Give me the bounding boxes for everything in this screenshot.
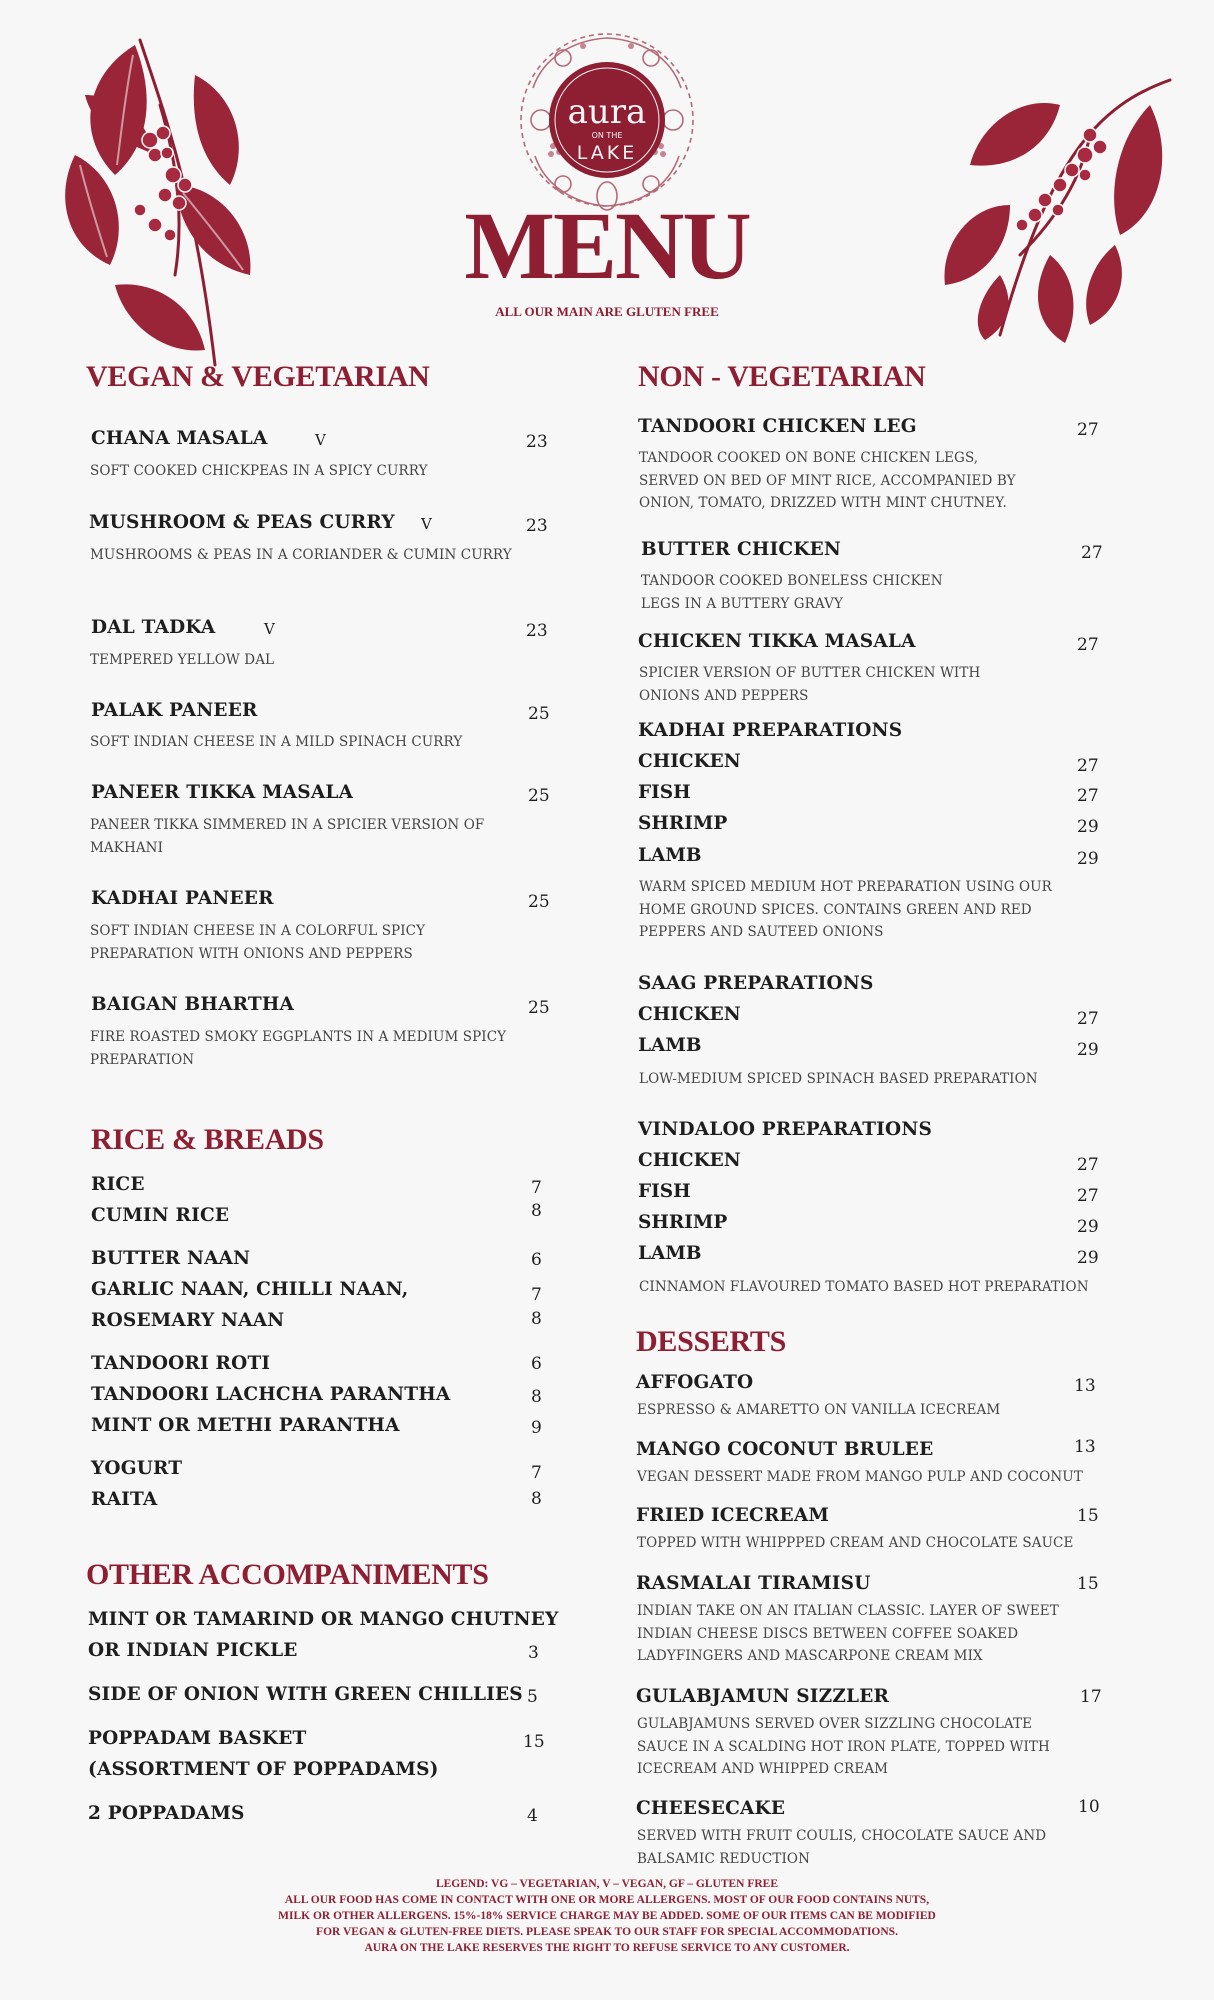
item-price: 27 — [1081, 543, 1103, 563]
rice-item-name: CUMIN RICE — [91, 1205, 230, 1226]
rice-item-price: 6 — [531, 1250, 542, 1270]
rice-item-price: 8 — [531, 1309, 542, 1329]
option-name: CHICKEN — [638, 1150, 741, 1171]
item-description: TANDOOR COOKED ON BONE CHICKEN LEGS, SERVED ON BED OF MINT RICE, ACCOMPANIED BY ONION, TOMATO, DRIZZED WITH MINT CHUTNEY. — [639, 450, 1016, 511]
item-price: 23 — [526, 432, 548, 452]
other-item-name: POPPADAM BASKET — [88, 1728, 307, 1749]
logo-wordmark: aura — [567, 92, 647, 132]
section-title-vegan: VEGAN & VEGETARIAN — [86, 360, 430, 393]
item-price: 13 — [1074, 1376, 1096, 1396]
item-name: CHEESECAKE — [636, 1798, 786, 1819]
option-price: 27 — [1077, 1186, 1099, 1206]
section-title-rice-breads: RICE & BREADS — [91, 1123, 324, 1156]
other-item-price: 5 — [527, 1687, 538, 1707]
rice-item-price: 8 — [531, 1489, 542, 1509]
option-price: 29 — [1077, 817, 1099, 837]
vegan-mark: V — [315, 431, 326, 449]
saag-description: LOW-MEDIUM SPICED SPINACH BASED PREPARATION — [639, 1071, 1038, 1087]
item-price: 15 — [1077, 1574, 1099, 1594]
item-price: 13 — [1074, 1437, 1096, 1457]
section-title-desserts: DESSERTS — [636, 1325, 786, 1358]
item-description: SOFT INDIAN CHEESE IN A MILD SPINACH CURRY — [90, 734, 463, 750]
item-price: 27 — [1077, 420, 1099, 440]
other-item-name: OR INDIAN PICKLE — [88, 1640, 298, 1661]
option-name: CHICKEN — [638, 1004, 741, 1025]
logo-lake: LAKE — [576, 142, 638, 164]
option-name: SHRIMP — [638, 813, 728, 834]
item-name: BUTTER CHICKEN — [641, 539, 842, 560]
restaurant-logo — [513, 28, 701, 213]
item-name: KADHAI PANEER — [91, 888, 274, 909]
item-name: PANEER TIKKA MASALA — [91, 782, 354, 803]
vegan-mark: V — [421, 515, 432, 533]
item-description: VEGAN DESSERT MADE FROM MANGO PULP AND COCONUT — [637, 1469, 1083, 1485]
logo-on-the: ON THE — [591, 131, 623, 140]
item-description: FIRE ROASTED SMOKY EGGPLANTS IN A MEDIUM SPICY PREPARATION — [90, 1029, 507, 1068]
vindaloo-preparations-heading: VINDALOO PREPARATIONS — [638, 1119, 933, 1140]
rice-item-name: RAITA — [91, 1489, 158, 1510]
option-price: 29 — [1077, 849, 1099, 869]
item-description: PANEER TIKKA SIMMERED IN A SPICIER VERSION OF MAKHANI — [90, 817, 485, 856]
rice-item-name: YOGURT — [91, 1458, 183, 1479]
option-name: SHRIMP — [638, 1212, 728, 1233]
item-price: 23 — [526, 621, 548, 641]
option-name: FISH — [638, 782, 691, 803]
option-price: 29 — [1077, 1217, 1099, 1237]
item-price: 23 — [526, 516, 548, 536]
option-price: 27 — [1077, 1155, 1099, 1175]
rice-item-price: 8 — [531, 1201, 542, 1221]
legend-footnote: LEGEND: VG – VEGETARIAN, V – VEGAN, GF – GLUTEN FREE ALL OUR FOOD HAS COME IN CONTACT WITH ONE OR MORE ALLERGENS. MOST OF OUR FOOD CONTAINS NUTS, MILK OR OTHER ALLERGENS. 15%-18% SERVICE CHARGE MAY BE ADDED. SOME OF OUR ITEMS CAN BE MODIFIED FOR VEGAN & GLUTEN-FREE DIETS. PLEASE SPEAK TO OUR STAFF FOR SPECIAL ACCOMMODATIONS. AURA ON THE LAKE RESERVES THE RIGHT TO REFUSE SERVICE TO ANY CUSTOMER. — [278, 1878, 936, 1954]
item-price: 10 — [1078, 1797, 1100, 1817]
vegan-mark: V — [264, 620, 275, 638]
item-description: INDIAN TAKE ON AN ITALIAN CLASSIC. LAYER OF SWEET INDIAN CHEESE DISCS BETWEEN COFFEE SOAKED LADYFINGERS AND MASCARPONE CREAM MIX — [637, 1603, 1059, 1664]
item-price: 25 — [528, 998, 550, 1018]
item-name: MANGO COCONUT BRULEE — [636, 1439, 934, 1460]
other-item-name: MINT OR TAMARIND OR MANGO CHUTNEY — [88, 1609, 559, 1630]
item-name: BAIGAN BHARTHA — [91, 994, 295, 1015]
rice-item-name: GARLIC NAAN, CHILLI NAAN, — [91, 1279, 409, 1300]
other-item-price: 3 — [528, 1643, 539, 1663]
section-title-nonveg: NON - VEGETARIAN — [638, 360, 926, 393]
saag-preparations-heading: SAAG PREPARATIONS — [638, 973, 874, 994]
option-price: 27 — [1077, 756, 1099, 776]
item-price: 17 — [1080, 1687, 1102, 1707]
option-price: 27 — [1077, 1009, 1099, 1029]
section-title-other: OTHER ACCOMPANIMENTS — [86, 1558, 489, 1591]
item-description: SPICIER VERSION OF BUTTER CHICKEN WITH ONIONS AND PEPPERS — [639, 665, 981, 704]
other-item-name: (ASSORTMENT OF POPPADAMS) — [88, 1759, 439, 1780]
item-description: ESPRESSO & AMARETTO ON VANILLA ICECREAM — [637, 1402, 1001, 1418]
option-name: CHICKEN — [638, 751, 741, 772]
rice-item-price: 7 — [531, 1285, 542, 1305]
rice-item-name: TANDOORI LACHCHA PARANTHA — [91, 1384, 451, 1405]
item-name: MUSHROOM & PEAS CURRY — [89, 512, 395, 533]
item-description: SOFT INDIAN CHEESE IN A COLORFUL SPICY PREPARATION WITH ONIONS AND PEPPERS — [90, 923, 426, 962]
item-description: TANDOOR COOKED BONELESS CHICKEN LEGS IN A BUTTERY GRAVY — [641, 573, 943, 612]
rice-item-name: ROSEMARY NAAN — [91, 1310, 285, 1331]
item-name: CHICKEN TIKKA MASALA — [638, 631, 916, 652]
rice-item-price: 8 — [531, 1387, 542, 1407]
option-name: LAMB — [638, 1243, 702, 1264]
item-name: RASMALAI TIRAMISU — [636, 1573, 871, 1594]
item-price: 25 — [528, 786, 550, 806]
option-price: 27 — [1077, 786, 1099, 806]
option-name: LAMB — [638, 845, 702, 866]
rice-item-name: BUTTER NAAN — [91, 1248, 251, 1269]
other-item-price: 4 — [527, 1806, 538, 1826]
option-name: FISH — [638, 1181, 691, 1202]
item-description: TOPPED WITH WHIPPPED CREAM AND CHOCOLATE SAUCE — [637, 1535, 1074, 1551]
rice-item-price: 7 — [531, 1178, 542, 1198]
option-name: LAMB — [638, 1035, 702, 1056]
page-title: MENU — [464, 192, 750, 299]
page-subtitle: ALL OUR MAIN ARE GLUTEN FREE — [495, 304, 719, 319]
item-price: 25 — [528, 892, 550, 912]
item-name: GULABJAMUN SIZZLER — [636, 1686, 890, 1707]
item-description: MUSHROOMS & PEAS IN A CORIANDER & CUMIN CURRY — [90, 547, 512, 563]
item-name: TANDOORI CHICKEN LEG — [638, 416, 917, 437]
kadhai-preparations-heading: KADHAI PREPARATIONS — [638, 720, 903, 741]
item-description: SERVED WITH FRUIT COULIS, CHOCOLATE SAUCE AND BALSAMIC REDUCTION — [637, 1828, 1047, 1867]
rice-item-price: 6 — [531, 1354, 542, 1374]
other-item-name: 2 POPPADAMS — [88, 1803, 245, 1824]
item-price: 25 — [528, 704, 550, 724]
item-description: TEMPERED YELLOW DAL — [90, 652, 275, 668]
item-description: SOFT COOKED CHICKPEAS IN A SPICY CURRY — [90, 463, 428, 479]
item-name: DAL TADKA — [91, 617, 216, 638]
item-name: FRIED ICECREAM — [636, 1505, 830, 1526]
rice-item-price: 7 — [531, 1463, 542, 1483]
other-item-price: 15 — [523, 1732, 545, 1752]
other-item-name: SIDE OF ONION WITH GREEN CHILLIES — [88, 1684, 523, 1705]
item-price: 15 — [1077, 1506, 1099, 1526]
kadhai-description: WARM SPICED MEDIUM HOT PREPARATION USING OUR HOME GROUND SPICES. CONTAINS GREEN AND RED PEPPERS AND SAUTEED ONIONS — [639, 879, 1052, 940]
vindaloo-description: CINNAMON FLAVOURED TOMATO BASED HOT PREPARATION — [639, 1279, 1089, 1295]
rice-item-price: 9 — [531, 1418, 542, 1438]
rice-item-name: RICE — [91, 1174, 145, 1195]
item-name: CHANA MASALA — [91, 428, 268, 449]
rice-item-name: TANDOORI ROTI — [91, 1353, 271, 1374]
item-price: 27 — [1077, 635, 1099, 655]
option-price: 29 — [1077, 1248, 1099, 1268]
item-description: GULABJAMUNS SERVED OVER SIZZLING CHOCOLATE SAUCE IN A SCALDING HOT IRON PLATE, TOPPED WITH ICECREAM AND WHIPPED CREAM — [637, 1716, 1050, 1777]
item-name: AFFOGATO — [636, 1372, 754, 1393]
rice-item-name: MINT OR METHI PARANTHA — [91, 1415, 400, 1436]
item-name: PALAK PANEER — [91, 700, 258, 721]
option-price: 29 — [1077, 1040, 1099, 1060]
